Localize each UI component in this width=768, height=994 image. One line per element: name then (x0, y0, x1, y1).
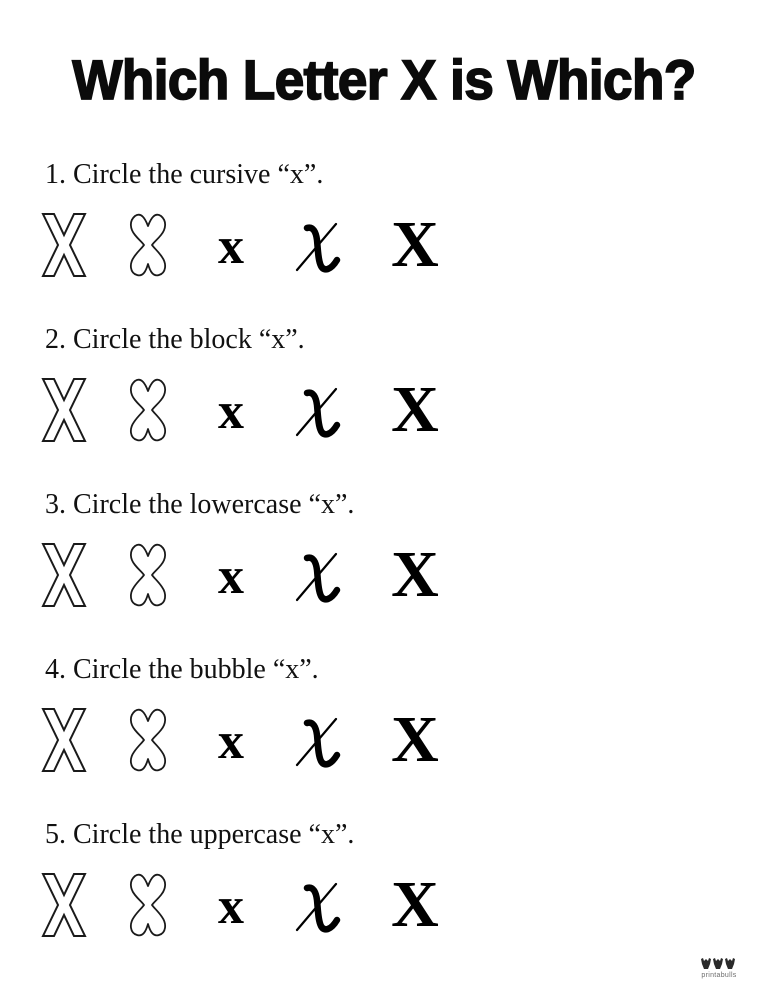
letter-row-4 (0, 697, 768, 783)
question-text-1: 1. Circle the cursive “x”. (45, 159, 324, 190)
letter-row-5 (0, 862, 768, 948)
question-text-3: 3. Circle the lowercase “x”. (45, 489, 355, 520)
block-lowercase-x-char: x (218, 218, 244, 275)
uppercase-x-char: X (391, 208, 439, 281)
cursive-x-glyph[interactable] (278, 862, 358, 948)
question-text-4: 4. Circle the bubble “x”. (45, 654, 319, 685)
letter-row-1 (0, 202, 768, 288)
block-lowercase-x-glyph[interactable] (191, 532, 271, 618)
letter-row-2 (0, 367, 768, 453)
block-lowercase-x-glyph[interactable] (191, 697, 271, 783)
uppercase-x-glyph[interactable] (375, 862, 455, 948)
bubble-x-glyph[interactable] (108, 202, 188, 288)
cursive-x-glyph[interactable] (278, 697, 358, 783)
uppercase-x-glyph[interactable] (375, 367, 455, 453)
uppercase-x-char: X (391, 703, 439, 776)
question-text-2: 2. Circle the block “x”. (45, 324, 305, 355)
brand-name: printabulls (701, 972, 737, 979)
outline-block-x-glyph[interactable] (24, 202, 104, 288)
letter-row-3 (0, 532, 768, 618)
bull-heads-icon (699, 957, 739, 971)
cursive-x-glyph[interactable] (278, 202, 358, 288)
page-title-container (0, 48, 768, 112)
uppercase-x-char: X (391, 538, 439, 611)
footer-logo (688, 957, 750, 980)
bubble-x-glyph[interactable] (108, 862, 188, 948)
bubble-x-glyph[interactable] (108, 697, 188, 783)
cursive-x-glyph[interactable] (278, 532, 358, 618)
block-lowercase-x-char: x (218, 548, 244, 605)
cursive-x-glyph[interactable] (278, 367, 358, 453)
page-title: Which Letter X is Which? (72, 48, 696, 112)
question-text-5: 5. Circle the uppercase “x”. (45, 819, 355, 850)
block-lowercase-x-char: x (218, 383, 244, 440)
outline-block-x-glyph[interactable] (24, 367, 104, 453)
outline-block-x-glyph[interactable] (24, 532, 104, 618)
block-lowercase-x-char: x (218, 713, 244, 770)
outline-block-x-glyph[interactable] (24, 697, 104, 783)
uppercase-x-char: X (391, 373, 439, 446)
block-lowercase-x-glyph[interactable] (191, 862, 271, 948)
outline-block-x-glyph[interactable] (24, 862, 104, 948)
bubble-x-glyph[interactable] (108, 367, 188, 453)
uppercase-x-char: X (391, 868, 439, 941)
uppercase-x-glyph[interactable] (375, 697, 455, 783)
bubble-x-glyph[interactable] (108, 532, 188, 618)
uppercase-x-glyph[interactable] (375, 202, 455, 288)
block-lowercase-x-glyph[interactable] (191, 367, 271, 453)
block-lowercase-x-glyph[interactable] (191, 202, 271, 288)
uppercase-x-glyph[interactable] (375, 532, 455, 618)
block-lowercase-x-char: x (218, 878, 244, 935)
